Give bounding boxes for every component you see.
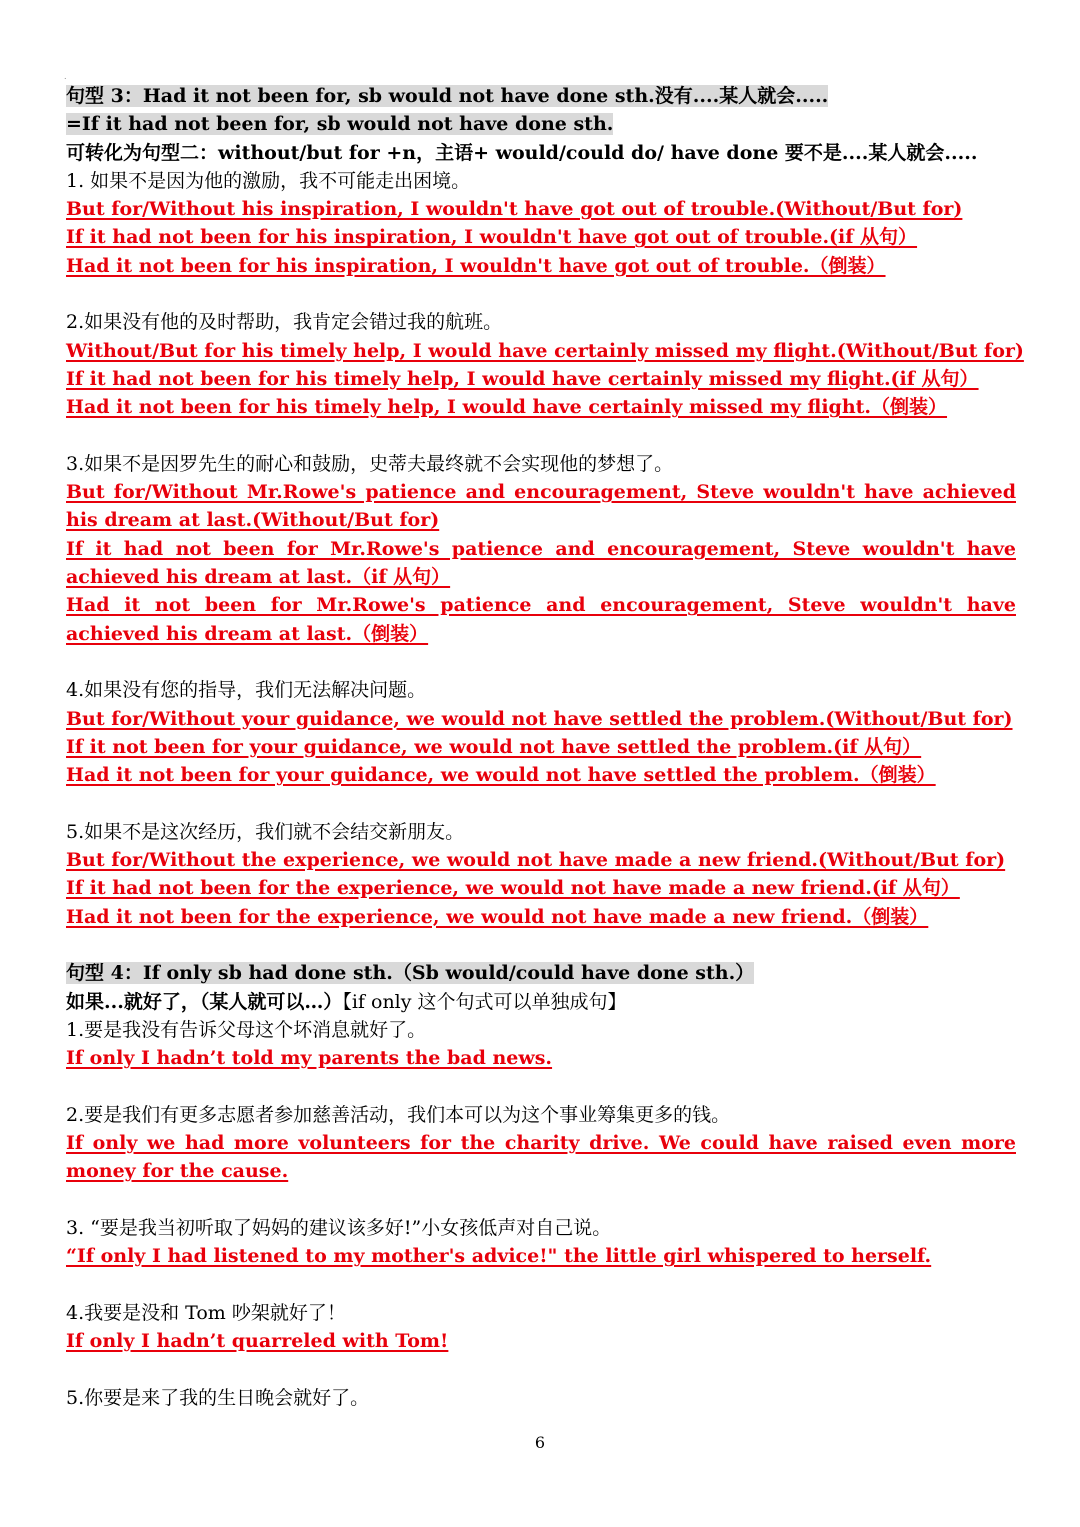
ex2-chinese: 2.如果没有他的及时帮助，我肯定会错过我的航班。: [66, 311, 503, 334]
p4-ex4-answer: If only I hadn’t quarreled with Tom!: [66, 1330, 449, 1353]
ex1-answer-2: If it had not been for his inspiration, I wouldn't have got out of trouble.(if 从句）: [66, 226, 918, 249]
ex5-answer-3: Had it not been for the experience, we would not have made a new friend.（倒装）: [66, 905, 929, 928]
ex4-answer-1: But for/Without your guidance, we would not have settled the problem.(Without/But for): [66, 707, 1013, 730]
p4-ex3-answer: “If only I had listened to my mother's advice!" the little girl whispered to herself.: [66, 1245, 932, 1268]
pattern4-title: 句型 4：If only sb had done sth.（Sb would/could have done sth.）: [66, 962, 755, 985]
ex3-answer-1: But for/Without Mr.Rowe's patience and encouragement, Steve wouldn't have achieved his dream at last.(Without/But for): [66, 481, 1016, 532]
ex3-answer-3: Had it not been for Mr.Rowe's patience and encouragement, Steve wouldn't have achieved his dream at last.（倒装）: [66, 594, 1016, 645]
p4-ex2-answer: If only we had more volunteers for the charity drive. We could have raised even more money for the cause.: [66, 1131, 1016, 1183]
p4-ex2-chinese: 2.要是我们有更多志愿者参加慈善活动，我们本可以为这个事业筹集更多的钱。: [66, 1103, 731, 1126]
pattern3-title-line: [66, 82, 1016, 110]
pattern3-title: 句型 3：Had it not been for, sb would not have done sth.没有....某人就会.....: [66, 85, 829, 107]
ex4-answer-2: If it not been for your guidance, we would not have settled the problem.(if 从句）: [66, 735, 922, 758]
page-number: 6: [534, 1433, 546, 1452]
pattern4-title-line: [66, 959, 1016, 987]
p4-ex3-chinese: 3. “要是我当初听取了妈妈的建议该多好!”小女孩低声对自己说。: [66, 1216, 612, 1239]
ex5-answer-2: If it had not been for the experience, we would not have made a new friend.(if 从句）: [66, 877, 960, 900]
p4-ex1-answer: If only I hadn’t told my parents the bad news.: [66, 1047, 553, 1070]
ex2-answer-2: If it had not been for his timely help, I would have certainly missed my flight.(if 从句）: [66, 367, 979, 390]
pattern3-equiv: =If it had not been for, sb would not have done sth.: [66, 113, 614, 136]
ex2-answer-1: Without/But for his timely help, I would have certainly missed my flight.(Without/But for): [66, 339, 1024, 362]
ex1-chinese: 1. 如果不是因为他的激励，我不可能走出困境。: [66, 169, 471, 192]
document-page: [66, 82, 1024, 1412]
ex5-chinese: 5.如果不是这次经历，我们就不会结交新朋友。: [66, 820, 465, 843]
pattern4-note: 【if only 这个句式可以单独成句】: [342, 990, 627, 1013]
ex5-answer-1: But for/Without the experience, we would not have made a new friend.(Without/But for): [66, 849, 1006, 872]
ex3-answer-2: If it had not been for Mr.Rowe's patience and encouragement, Steve wouldn't have achieved his dream at last.（if 从句）: [66, 537, 1016, 589]
p4-ex4-chinese: 4.我要是没和 Tom 吵架就好了！: [66, 1301, 346, 1324]
ex2-answer-3: Had it not been for his timely help, I would have certainly missed my flight.（倒装）: [66, 396, 948, 419]
pattern4-meaning: 如果...就好了，（某人就可以…）: [66, 990, 343, 1013]
ex4-chinese: 4.如果没有您的指导，我们无法解决问题。: [66, 679, 427, 702]
pattern4-meaning-line: [66, 988, 1016, 1016]
ex1-answer-1: But for/Without his inspiration, I wouldn't have got out of trouble.(Without/But for): [66, 198, 963, 221]
top-mark: .: [64, 72, 67, 81]
ex1-answer-3: Had it not been for his inspiration, I wouldn't have got out of trouble.（倒装）: [66, 254, 886, 277]
p4-ex5-chinese: 5.你要是来了我的生日晚会就好了。: [66, 1386, 370, 1409]
p4-ex1-chinese: 1.要是我没有告诉父母这个坏消息就好了。: [66, 1018, 427, 1041]
pattern3-convert: 可转化为句型二：without/but for +n，主语+ would/could do/ have done 要不是....某人就会.....: [66, 141, 978, 164]
ex3-chinese: 3.如果不是因罗先生的耐心和鼓励，史蒂夫最终就不会实现他的梦想了。: [66, 452, 674, 475]
pattern3-equiv-line: [66, 110, 1016, 138]
ex4-answer-3: Had it not been for your guidance, we would not have settled the problem.（倒装）: [66, 764, 936, 787]
